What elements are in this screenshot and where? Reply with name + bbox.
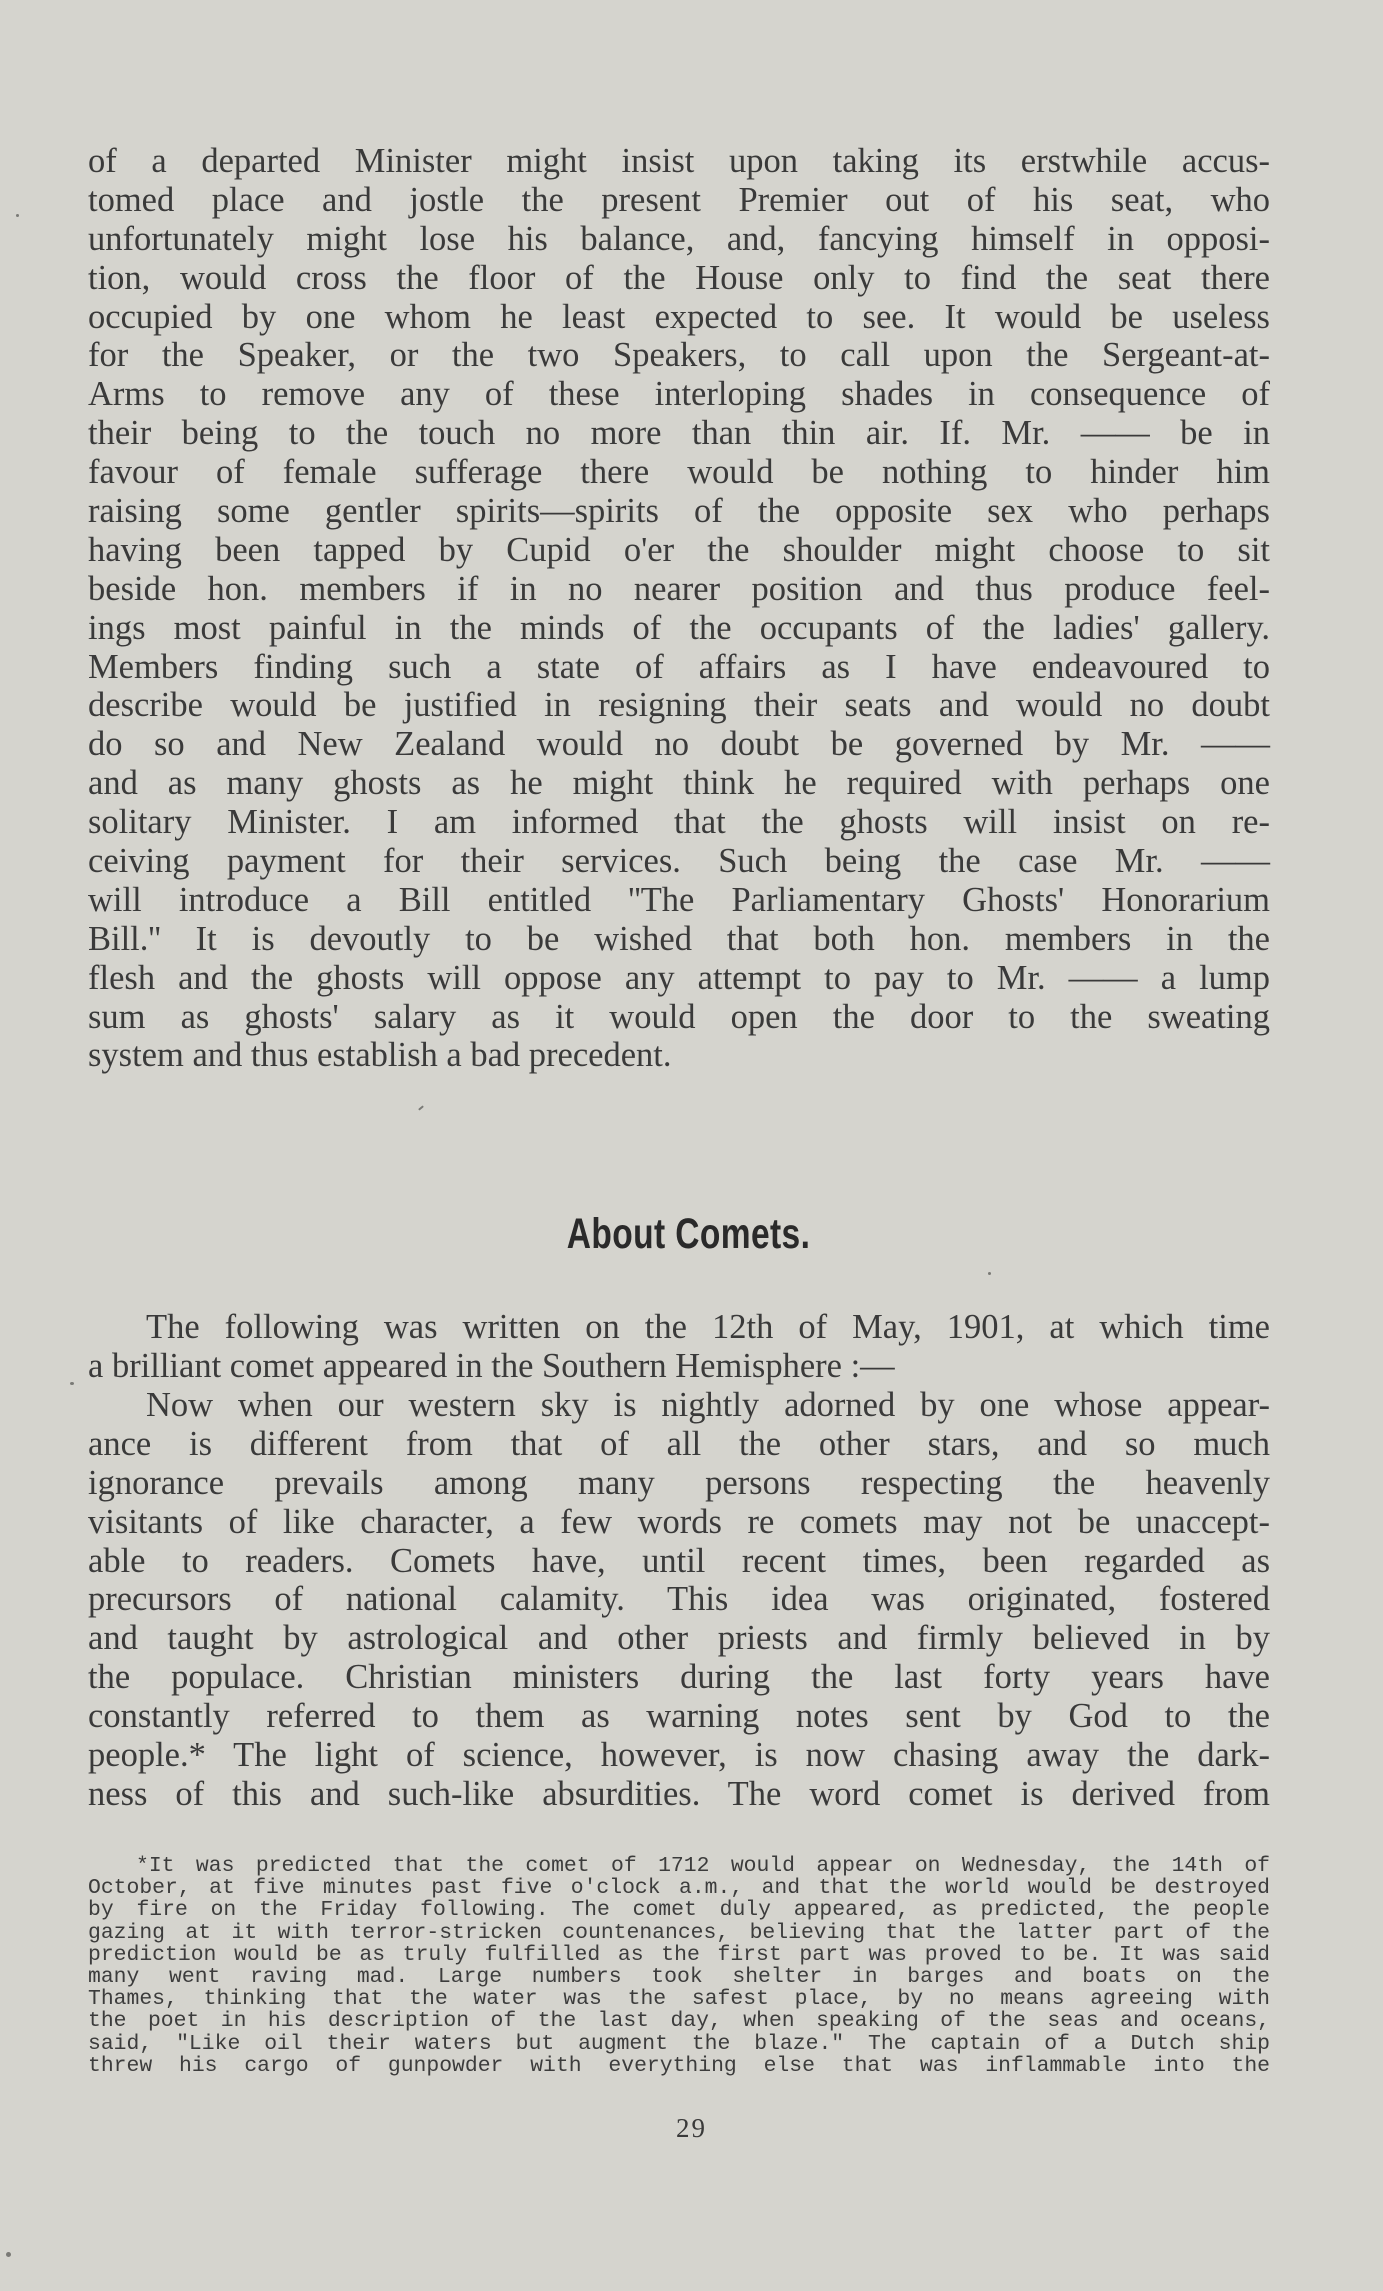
text-line: constantly referred to them as warning notes sent by God to the xyxy=(88,1697,1270,1736)
text-line: raising some gentler spirits—spirits of the opposite sex who perhaps xyxy=(88,492,1270,531)
text-line: solitary Minister. I am informed that the ghosts will insist on re- xyxy=(88,803,1270,842)
footnote xyxy=(88,1855,1270,2077)
text-line: sum as ghosts' salary as it would open the door to the sweating xyxy=(88,997,1270,1036)
footnote-line: the poet in his description of the last day, when speaking of the seas and oceans, xyxy=(88,2009,1270,2034)
footnote-line: said, "Like oil their waters but augment the blaze." The captain of a Dutch ship xyxy=(88,2031,1270,2056)
text-line: ings most painful in the minds of the occupants of the ladies' gallery. xyxy=(88,608,1270,647)
text-line: describe would be justified in resigning their seats and would no doubt xyxy=(88,686,1270,725)
text-line: precursors of national calamity. This idea was originated, fostered xyxy=(88,1580,1270,1619)
text-line: and as many ghosts as he might think he required with perhaps one xyxy=(88,764,1270,803)
text-line: ness of this and such-like absurdities. The word comet is derived from xyxy=(88,1774,1270,1813)
page-number: 29 xyxy=(676,2113,707,2143)
text-line: tomed place and jostle the present Premier out of his seat, who xyxy=(88,180,1270,219)
text-line: unfortunately might lose his balance, and, fancying himself in opposi- xyxy=(88,219,1270,258)
text-line: for the Speaker, or the two Speakers, to call upon the Sergeant-at- xyxy=(88,336,1270,375)
footnote-line: *It was predicted that the comet of 1712 would appear on Wednesday, the 14th of xyxy=(136,1854,1270,1878)
text-line: do so and New Zealand would no doubt be governed by Mr. —— xyxy=(88,725,1270,764)
text-line: visitants of like character, a few words re comets may not be unaccept- xyxy=(88,1502,1270,1541)
text-line: and taught by astrological and other priests and firmly believed in by xyxy=(88,1619,1270,1658)
section-heading: About Comets. xyxy=(566,1210,811,1258)
footnote-line: threw his cargo of gunpowder with everything else that was inflammable into the xyxy=(88,2053,1270,2078)
footnote-line: October, at five minutes past five o'clock a.m., and that the world would be destroyed xyxy=(88,1876,1270,1901)
footnote-line: Thames, thinking that the water was the safest place, by no means agreeing with xyxy=(88,1987,1270,2012)
text-line: occupied by one whom he least expected to see. It would be useless xyxy=(88,297,1270,336)
paper-speck xyxy=(6,2252,11,2257)
text-line: ignorance prevails among many persons respecting the heavenly xyxy=(88,1463,1270,1502)
footnote-line: prediction would be as truly fulfilled as the first part was proved to be. It was said xyxy=(88,1942,1270,1967)
text-line: Now when our western sky is nightly adorned by one whose appear- xyxy=(146,1386,1270,1424)
footnote-line: many went raving mad. Large numbers took shelter in barges and boats on the xyxy=(88,1964,1270,1989)
text-line: of a departed Minister might insist upon taking its erstwhile accus- xyxy=(88,142,1270,180)
text-line: ceiving payment for their services. Such being the case Mr. —— xyxy=(88,842,1270,881)
paper-speck xyxy=(70,1382,74,1385)
text-line: The following was written on the 12th of May, 1901, at which time xyxy=(146,1308,1270,1346)
paper-speck xyxy=(16,214,19,217)
text-line: flesh and the ghosts will oppose any attempt to pay to Mr. —— a lump xyxy=(88,958,1270,997)
text-line: people.* The light of science, however, is now chasing away the dark- xyxy=(88,1736,1270,1775)
text-line: Bill.'' It is devoutly to be wished that both hon. members in the xyxy=(88,919,1270,958)
text-line: beside hon. members if in no nearer position and thus produce feel- xyxy=(88,569,1270,608)
footnote-line: gazing at it with terror-stricken countenances, believing that the latter part of the xyxy=(88,1920,1270,1945)
footnote-line: by fire on the Friday following. The comet duly appeared, as predicted, the people xyxy=(88,1898,1270,1923)
text-line: Members finding such a state of affairs as I have endeavoured to xyxy=(88,647,1270,686)
text-line: system and thus establish a bad precedent. xyxy=(88,1036,672,1075)
text-line: a brilliant comet appeared in the Southern Hemisphere :— xyxy=(88,1346,895,1385)
text-line: favour of female sufferage there would be nothing to hinder him xyxy=(88,453,1270,492)
paper-speck xyxy=(988,1272,991,1275)
text-line: able to readers. Comets have, until recent times, been regarded as xyxy=(88,1541,1270,1580)
pencil-tick xyxy=(418,1105,424,1110)
text-line: Arms to remove any of these interloping shades in consequence of xyxy=(88,375,1270,414)
comets-body xyxy=(88,1386,1270,1814)
text-line: ance is different from that of all the other stars, and so much xyxy=(88,1424,1270,1463)
upper-paragraph xyxy=(88,142,1270,1075)
text-line: their being to the touch no more than thin air. If. Mr. —— be in xyxy=(88,414,1270,453)
text-line: having been tapped by Cupid o'er the shoulder might choose to sit xyxy=(88,530,1270,569)
text-line: will introduce a Bill entitled ''The Parliamentary Ghosts' Honorarium xyxy=(88,880,1270,919)
text-line: tion, would cross the floor of the House only to find the seat there xyxy=(88,258,1270,297)
text-line: the populace. Christian ministers during the last forty years have xyxy=(88,1658,1270,1697)
comets-intro xyxy=(88,1308,1270,1386)
